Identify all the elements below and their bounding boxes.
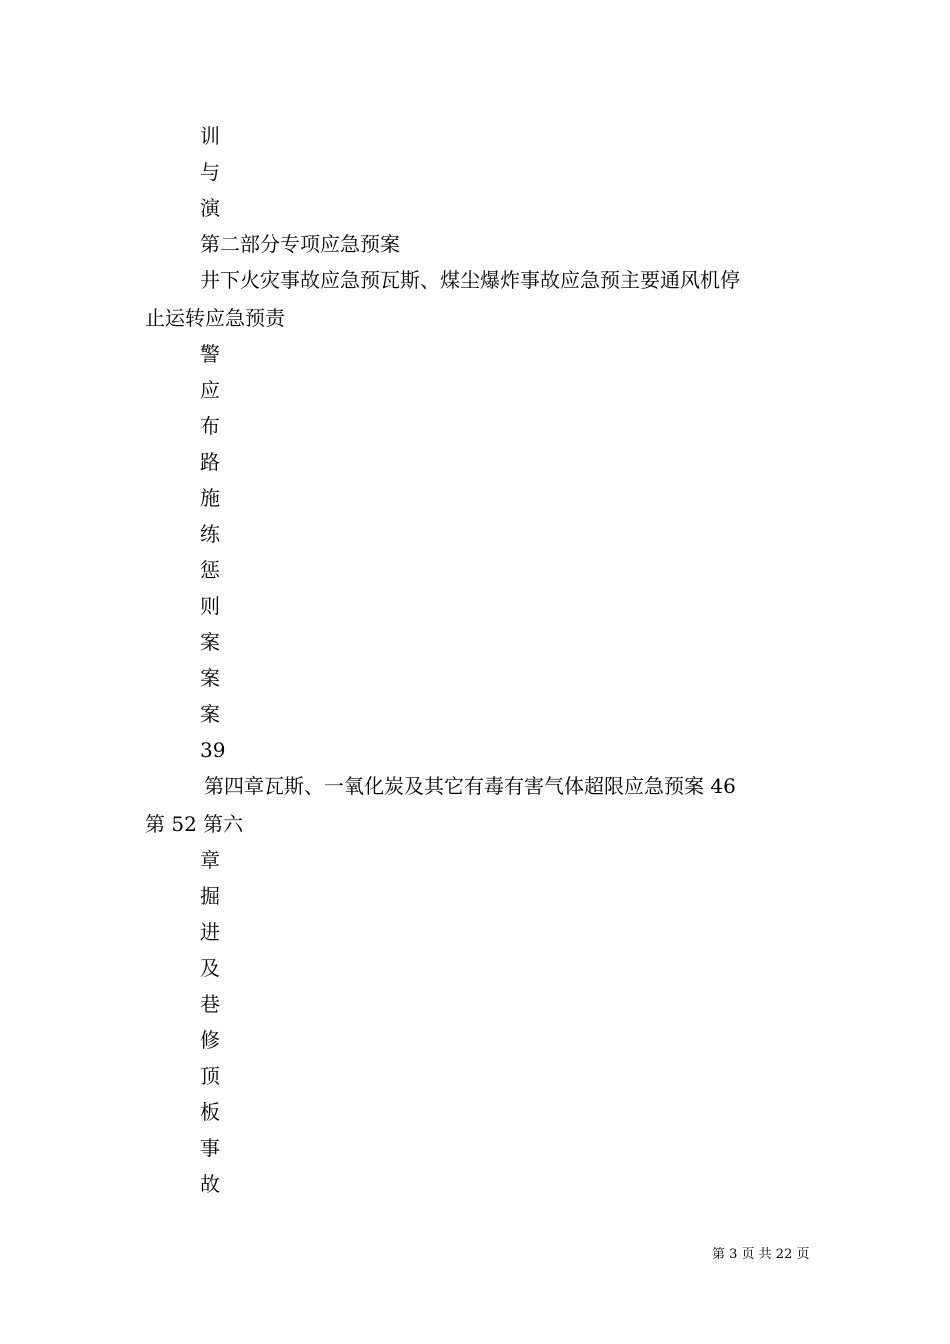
- text-line: 事: [200, 1136, 220, 1160]
- text-line: 布: [200, 414, 220, 438]
- text-line: 故: [200, 1172, 220, 1196]
- text-line: 训: [200, 124, 220, 148]
- page-footer: 第 3 页 共 22 页: [712, 1247, 810, 1262]
- text-line: 修: [200, 1028, 220, 1052]
- text-line: 练: [200, 522, 220, 546]
- text-line: 施: [200, 486, 220, 510]
- text-line: 巷: [200, 992, 220, 1016]
- toc-line: 第四章瓦斯、一氧化炭及其它有毒有害气体超限应急预案 46: [204, 774, 736, 798]
- text-line: 顶: [200, 1064, 220, 1088]
- text-line: 案: [200, 702, 220, 726]
- text-line: 路: [200, 450, 220, 474]
- text-line: 案: [200, 630, 220, 654]
- text-line: 则: [200, 594, 220, 618]
- toc-line: 井下火灾事故应急预瓦斯、煤尘爆炸事故应急预主要通风机停: [200, 268, 740, 292]
- text-line: 与: [200, 160, 220, 184]
- text-line: 及: [200, 956, 220, 980]
- text-line: 掘: [200, 884, 220, 908]
- toc-line: 第 52 第六: [145, 812, 244, 836]
- text-line: 案: [200, 666, 220, 690]
- toc-line: 止运转应急预责: [145, 306, 285, 330]
- text-line: 章: [200, 848, 220, 872]
- text-line: 进: [200, 920, 220, 944]
- section-heading: 第二部分专项应急预案: [200, 232, 400, 256]
- text-line: 板: [200, 1100, 220, 1124]
- text-line: 应: [200, 378, 220, 402]
- page-number-text: 39: [200, 738, 226, 762]
- text-line: 惩: [200, 558, 220, 582]
- text-line: 演: [200, 196, 220, 220]
- text-line: 警: [200, 342, 220, 366]
